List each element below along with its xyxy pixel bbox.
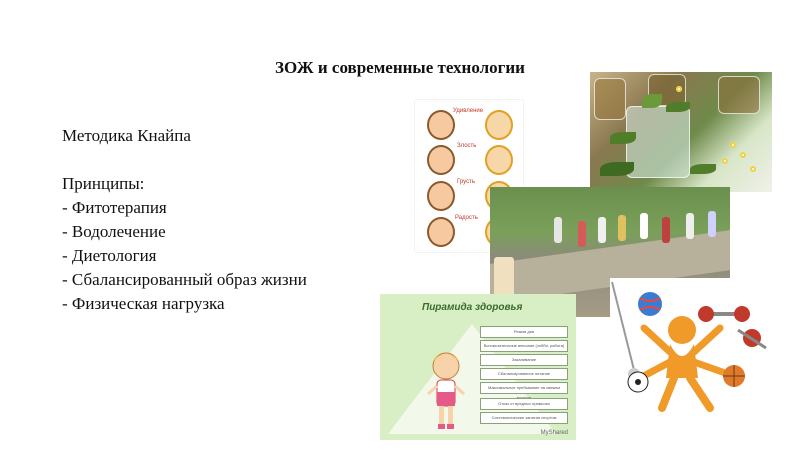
face-icon [485, 110, 513, 140]
face-icon [427, 181, 455, 211]
face-icon [427, 110, 455, 140]
orange-figure-icon [610, 278, 774, 423]
emotion-label: Злость [457, 143, 477, 149]
sports-figure-image [610, 278, 774, 423]
poster-row: Закаливание [480, 354, 568, 366]
principle-item: - Физическая нагрузка [62, 294, 225, 313]
face-icon [427, 145, 455, 175]
poster-title: Пирамида здоровья [422, 302, 523, 313]
face-icon [485, 145, 513, 175]
poster-row: Режим дня [480, 326, 568, 338]
poster-row: Вспомогательные внешние (хобби, работа) [480, 340, 568, 352]
poster-row: Отказ от вредных привычек [480, 398, 568, 410]
health-pyramid-poster [380, 294, 576, 440]
method-line: Методика Кнайпа [62, 126, 191, 145]
cartoon-girl-icon [426, 348, 466, 432]
slide-title: ЗОЖ и современные технологии [275, 58, 525, 77]
principle-item: - Фитотерапия [62, 198, 167, 217]
principle-item: - Диетология [62, 246, 157, 265]
principle-item: - Водолечение [62, 222, 166, 241]
emotion-label: Радость [455, 215, 478, 221]
poster-row: Максимальное пребывание на свежем [480, 382, 568, 394]
poster-row: Сбалансированное питание [480, 368, 568, 380]
poster-row: Систематические занятия спортом [480, 412, 568, 424]
principle-item: - Сбалансированный образ жизни [62, 270, 307, 289]
principles-heading: Принципы: [62, 174, 145, 193]
watermark: MyShared [540, 430, 568, 436]
emotion-label: Удивление [453, 108, 484, 114]
herbs-photo [590, 72, 772, 192]
emotion-label: Грусть [457, 179, 475, 185]
slide-body [62, 124, 307, 316]
face-icon [427, 217, 455, 247]
